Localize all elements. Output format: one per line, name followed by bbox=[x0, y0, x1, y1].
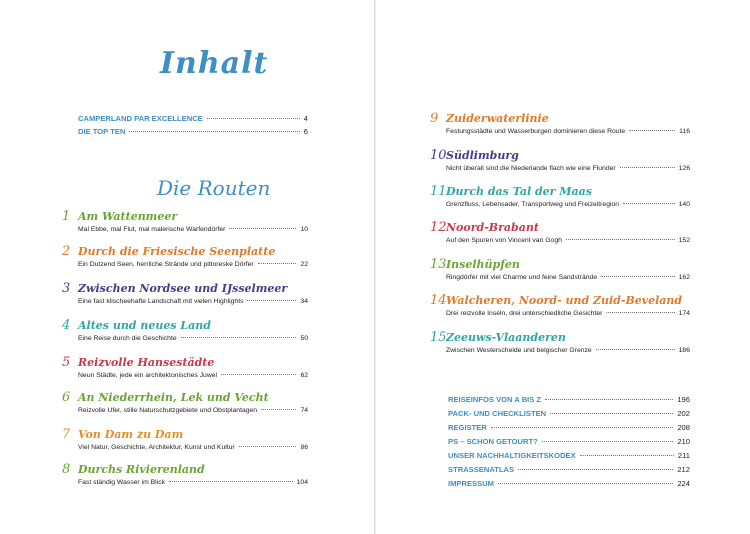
route-entry-2[interactable] bbox=[62, 244, 308, 268]
toc-entry-label: REISEINFOS VON A BIS Z bbox=[448, 395, 542, 404]
route-number: 7 bbox=[62, 427, 71, 442]
leader-dots bbox=[169, 481, 293, 482]
route-page: 126 bbox=[678, 165, 690, 172]
route-title: Südlimburg bbox=[446, 149, 519, 162]
toc-entry-checklisten[interactable] bbox=[448, 409, 690, 418]
right-page bbox=[376, 0, 750, 534]
leader-dots bbox=[606, 312, 674, 313]
leader-dots bbox=[129, 131, 299, 132]
route-page: 174 bbox=[678, 310, 690, 317]
route-title: Zuiderwaterlinie bbox=[446, 112, 549, 125]
routes-heading: Die Routen bbox=[157, 176, 271, 200]
route-title: Von Dam zu Dam bbox=[78, 428, 184, 441]
route-page: 34 bbox=[300, 298, 308, 305]
route-number: 13 bbox=[430, 257, 447, 272]
toc-entry-label: UNSER NACHHALTIGKEITSKODEX bbox=[448, 451, 576, 460]
route-page: 104 bbox=[296, 479, 308, 486]
route-entry-11[interactable] bbox=[430, 184, 690, 208]
leader-dots bbox=[623, 203, 675, 204]
route-entry-5[interactable] bbox=[62, 355, 308, 379]
route-description: Eine Reise durch die Geschichte bbox=[78, 335, 177, 342]
route-number: 11 bbox=[430, 184, 447, 199]
leader-dots bbox=[261, 409, 296, 410]
route-page: 152 bbox=[678, 237, 690, 244]
route-entry-10[interactable] bbox=[430, 148, 690, 172]
toc-entry-page: 210 bbox=[677, 437, 690, 446]
toc-entry-page: 208 bbox=[677, 423, 690, 432]
leader-dots bbox=[566, 239, 675, 240]
route-title: Zwischen Nordsee und IJsselmeer bbox=[78, 282, 288, 295]
route-description: Ein Dutzend Seen, herrliche Strände und pittoreske Dörfer bbox=[78, 261, 254, 268]
route-number: 15 bbox=[430, 330, 447, 345]
leader-dots bbox=[181, 337, 297, 338]
route-description: Fast ständig Wasser im Blick bbox=[78, 479, 165, 486]
route-title: Am Wattenmeer bbox=[78, 210, 178, 223]
route-entry-4[interactable] bbox=[62, 318, 308, 342]
route-title: Altes und neues Land bbox=[78, 319, 211, 332]
leader-dots bbox=[491, 427, 674, 428]
route-description: Mal Ebbe, mal Flut, mal malerische Warfendörfer bbox=[78, 226, 226, 233]
route-title: Durch die Friesische Seenplatte bbox=[78, 245, 276, 258]
leader-dots bbox=[498, 483, 673, 484]
route-title: Durchs Rivierenland bbox=[78, 463, 205, 476]
leader-dots bbox=[545, 399, 673, 400]
route-title: Walcheren, Noord- und Zuid-Beveland bbox=[446, 294, 683, 307]
route-description: Ringdörfer mit viel Charme und feine Sandstrände bbox=[446, 274, 598, 281]
route-number: 4 bbox=[62, 318, 71, 333]
route-entry-1[interactable] bbox=[62, 209, 308, 233]
toc-entry-label: PS – SCHON GETOURT? bbox=[448, 437, 538, 446]
route-page: 22 bbox=[300, 261, 308, 268]
route-page: 74 bbox=[300, 407, 308, 414]
toc-entry-strassenatlas[interactable] bbox=[448, 465, 690, 474]
toc-entry-register[interactable] bbox=[448, 423, 690, 432]
route-description: Grenzfluss, Lebensader, Transportweg und Freizeitregion bbox=[446, 201, 620, 208]
route-page: 50 bbox=[300, 335, 308, 342]
toc-entry-page: 224 bbox=[677, 479, 690, 488]
route-page: 162 bbox=[678, 274, 690, 281]
toc-entry-page: 196 bbox=[677, 395, 690, 404]
route-description: Drei reizvolle Inseln, drei unterschiedliche Gesichter bbox=[446, 310, 603, 317]
route-entry-12[interactable] bbox=[430, 220, 690, 244]
route-description: Festungsstädte und Wasserburgen dominieren diese Route bbox=[446, 128, 626, 135]
route-page: 86 bbox=[300, 444, 308, 451]
route-entry-6[interactable] bbox=[62, 390, 308, 414]
route-description: Reizvolle Ufer, stille Naturschutzgebiete und Obstplantagen bbox=[78, 407, 258, 414]
leader-dots bbox=[207, 118, 300, 119]
route-number: 5 bbox=[62, 355, 71, 370]
toc-entry-label: REGISTER bbox=[448, 423, 487, 432]
route-page: 140 bbox=[678, 201, 690, 208]
toc-entry-page: 212 bbox=[677, 465, 690, 474]
toc-entry-top-ten[interactable] bbox=[78, 127, 308, 136]
leader-dots bbox=[229, 228, 296, 229]
route-page: 116 bbox=[679, 128, 690, 135]
toc-entry-label: CAMPERLAND PAR EXCELLENCE bbox=[78, 114, 203, 123]
route-description: Neun Städte, jede ein architektonisches Juwel bbox=[78, 372, 218, 379]
route-entry-8[interactable] bbox=[62, 462, 308, 486]
route-number: 12 bbox=[430, 220, 447, 235]
toc-entry-label: STRASSENATLAS bbox=[448, 465, 515, 474]
route-description: Viel Natur, Geschichte, Architektur, Kunst und Kultur bbox=[78, 444, 235, 451]
leader-dots bbox=[542, 441, 674, 442]
leader-dots bbox=[247, 300, 296, 301]
leader-dots bbox=[221, 374, 296, 375]
route-title: Inselhüpfen bbox=[446, 258, 520, 271]
toc-entry-reiseinfos[interactable] bbox=[448, 395, 690, 404]
route-description: Zwischen Westerschelde und belgischer Grenze bbox=[446, 347, 592, 354]
route-entry-3[interactable] bbox=[62, 281, 308, 305]
route-entry-15[interactable] bbox=[430, 330, 690, 354]
route-entry-9[interactable] bbox=[430, 111, 690, 135]
route-entry-14[interactable] bbox=[430, 293, 690, 317]
route-number: 9 bbox=[430, 111, 439, 126]
route-title: An Niederrhein, Lek und Vecht bbox=[78, 391, 269, 404]
route-number: 8 bbox=[62, 462, 71, 477]
route-title: Noord-Brabant bbox=[446, 221, 539, 234]
toc-entry-page: 202 bbox=[677, 409, 690, 418]
route-description: Eine fast klischeehafte Landschaft mit vielen Highlights bbox=[78, 298, 244, 305]
route-description: Auf den Spuren von Vincent van Gogh bbox=[446, 237, 562, 244]
toc-entry-camperland[interactable] bbox=[78, 114, 308, 123]
leader-dots bbox=[580, 455, 674, 456]
toc-entry-label: IMPRESSUM bbox=[448, 479, 494, 488]
route-page: 62 bbox=[300, 372, 308, 379]
toc-entry-impressum[interactable] bbox=[448, 479, 690, 488]
leader-dots bbox=[258, 263, 297, 264]
leader-dots bbox=[239, 446, 297, 447]
route-number: 6 bbox=[62, 390, 71, 405]
route-number: 1 bbox=[62, 209, 71, 224]
leader-dots bbox=[550, 413, 673, 414]
toc-entry-page: 211 bbox=[677, 451, 690, 460]
leader-dots bbox=[620, 167, 675, 168]
toc-entry-label: PACK- UND CHECKLISTEN bbox=[448, 409, 547, 418]
toc-entry-nachhaltigkeitskodex[interactable] bbox=[448, 451, 690, 460]
leader-dots bbox=[596, 349, 675, 350]
left-page bbox=[0, 0, 374, 534]
toc-entry-page: 4 bbox=[303, 114, 308, 123]
route-number: 3 bbox=[62, 281, 71, 296]
route-number: 14 bbox=[430, 293, 447, 308]
route-page: 186 bbox=[678, 347, 690, 354]
route-number: 10 bbox=[430, 148, 447, 163]
toc-entry-getourt[interactable] bbox=[448, 437, 690, 446]
route-page: 10 bbox=[300, 226, 308, 233]
leader-dots bbox=[601, 276, 675, 277]
leader-dots bbox=[518, 469, 673, 470]
route-title: Durch das Tal der Maas bbox=[446, 185, 592, 198]
route-number: 2 bbox=[62, 244, 71, 259]
toc-entry-label: DIE TOP TEN bbox=[78, 127, 126, 136]
toc-entry-page: 6 bbox=[303, 127, 308, 136]
route-entry-13[interactable] bbox=[430, 257, 690, 281]
route-title: Zeeuws-Vlaanderen bbox=[446, 331, 566, 344]
route-description: Nicht überall sind die Niederlande flach wie eine Flunder bbox=[446, 165, 616, 172]
leader-dots bbox=[629, 130, 675, 131]
route-title: Reizvolle Hansestädte bbox=[78, 356, 215, 369]
page-title: Inhalt bbox=[160, 46, 269, 81]
route-entry-7[interactable] bbox=[62, 427, 308, 451]
